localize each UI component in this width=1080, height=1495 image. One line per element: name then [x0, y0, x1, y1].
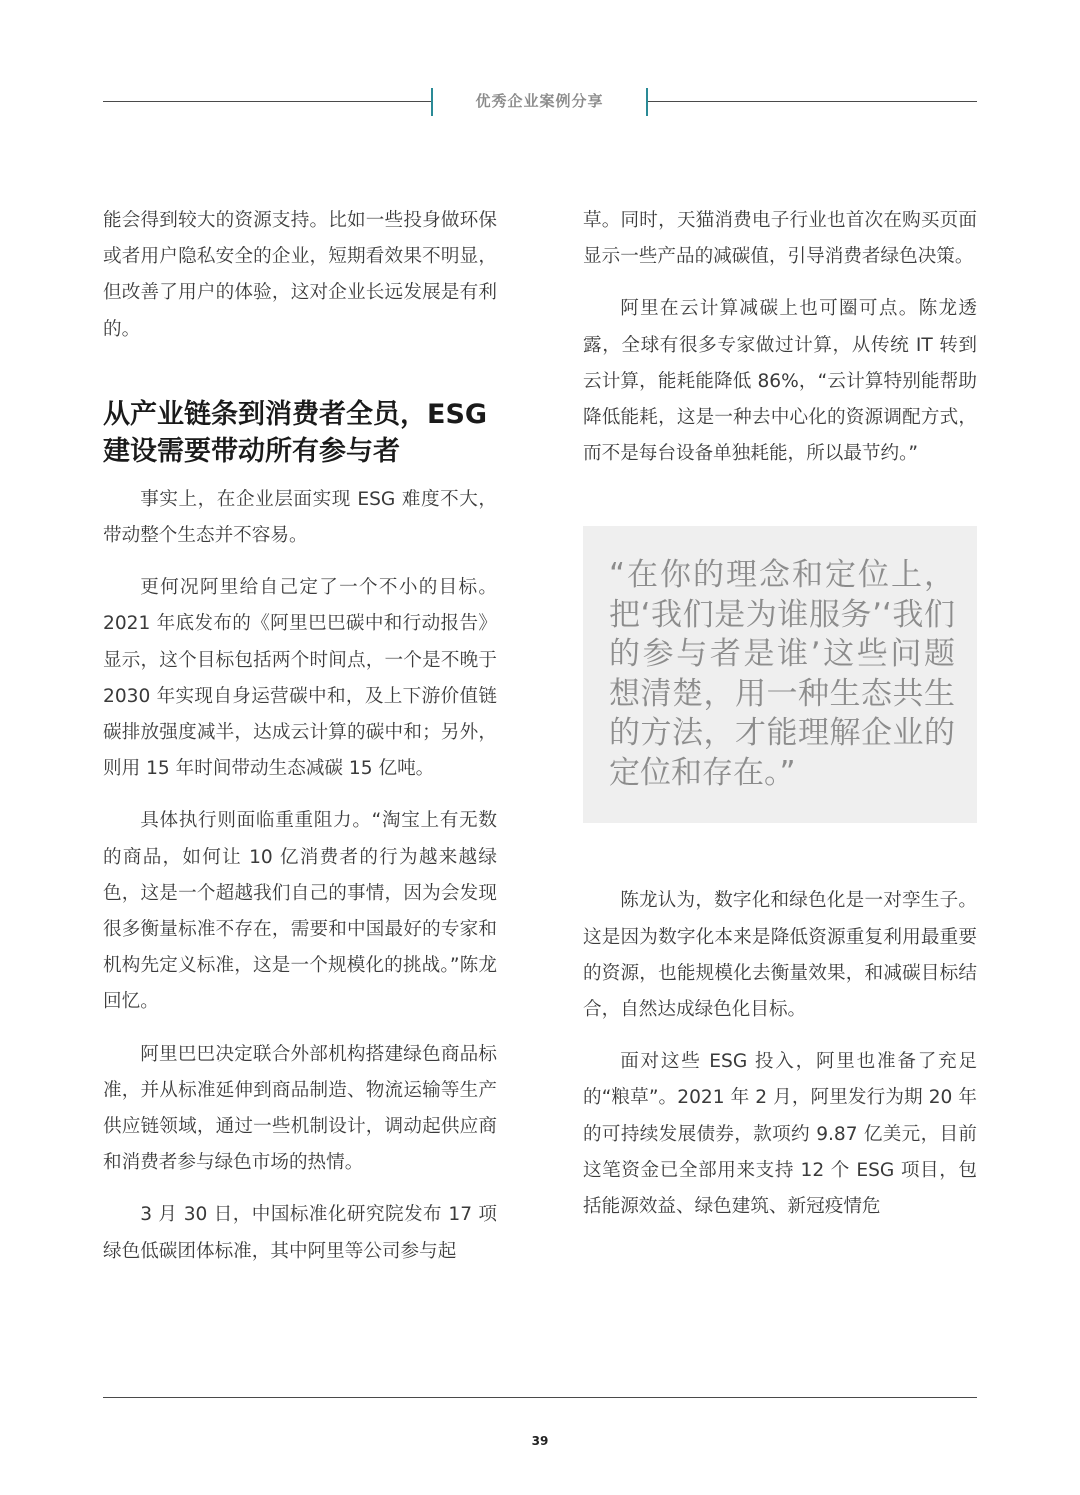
page-number: 39: [531, 1434, 549, 1448]
section-heading: 从产业链条到消费者全员，ESG建设需要带动所有参与者: [103, 398, 488, 467]
page-header: [103, 86, 977, 118]
left-column: [103, 203, 497, 1286]
pull-quote: “在你的理念和定位上，把‘我们是为谁服务’‘我们的参与者是谁’这些问题想清楚，用一种生态共生的方法，才能理解企业的定位和存在。”: [583, 526, 977, 823]
paragraph: 陈龙认为，数字化和绿色化是一对孪生子。这是因为数字化本来是降低资源重复利用最重要的资源，也能规模化去衡量效果，和减碳目标结合，自然达成绿色化目标。: [583, 890, 977, 1021]
paragraph: 更何况阿里给自己定了一个不小的目标。2021 年底发布的《阿里巴巴碳中和行动报告》显示，这个目标包括两个时间点，一个是不晚于 2030 年实现自身运营碳中和，及上下游价值链碳排放强度减半，达成云计算的碳中和；另外，则用 15 年时间带动生态减碳 15 亿吨。: [103, 577, 497, 780]
header-rule-left: [103, 101, 431, 102]
paragraph: 具体执行则面临重重阻力。“淘宝上有无数的商品，如何让 10 亿消费者的行为越来越绿色，这是一个超越我们自己的事情，因为会发现很多衡量标准不存在，需要和中国最好的专家和机构先定义标准，这是一个规模化的挑战。”陈龙回忆。: [103, 810, 497, 1013]
footer-rule: [103, 1397, 977, 1398]
paragraph: 事实上，在企业层面实现 ESG 难度不大，带动整个生态并不容易。: [103, 488, 497, 547]
paragraph: 面对这些 ESG 投入，阿里也准备了充足的“粮草”。2021 年 2 月，阿里发行为期 20 年的可持续发展债券，款项约 9.87 亿美元，目前这笔资金已全部用来支持 12 个 ESG 项目，包括能源效益、绿色建筑、新冠疫情危: [583, 1051, 977, 1218]
paragraph: 阿里在云计算减碳上也可圈可点。陈龙透露，全球有很多专家做过计算，从传统 IT 转到云计算，能耗能降低 86%，“云计算特别能帮助降低能耗，这是一种去中心化的资源调配方式，而不是每台设备单独耗能，所以最节约。”: [583, 298, 977, 465]
header-accent-bar-right: [646, 88, 648, 116]
paragraph: 草。同时，天猫消费电子行业也首次在购买页面显示一些产品的减碳值，引导消费者绿色决策。: [583, 210, 977, 268]
paragraph: 3 月 30 日，中国标准化研究院发布 17 项绿色低碳团体标准，其中阿里等公司参与起: [103, 1204, 497, 1262]
paragraph: 阿里巴巴决定联合外部机构搭建绿色商品标准，并从标准延伸到商品制造、物流运输等生产供应链领域，通过一些机制设计，调动起供应商和消费者参与绿色市场的热情。: [103, 1043, 497, 1174]
right-column: [583, 203, 977, 1241]
header-rule-right: [648, 101, 977, 102]
paragraph: 能会得到较大的资源支持。比如一些投身做环保或者用户隐私安全的企业，短期看效果不明显，但改善了用户的体验，这对企业长远发展是有利的。: [103, 210, 497, 340]
section-title: 优秀企业案例分享: [475, 92, 604, 110]
